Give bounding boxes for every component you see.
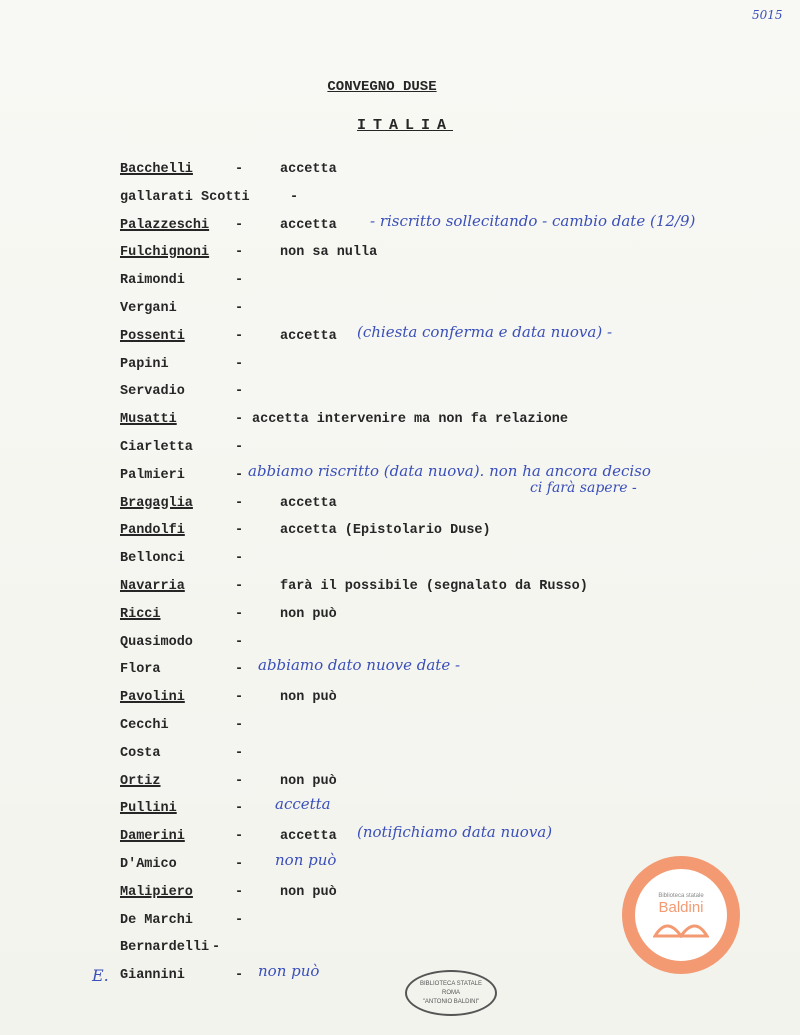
invitee-name: Costa [120,745,161,761]
list-item [120,690,337,710]
stamp-line: ROMA [442,990,460,996]
typed-status: accetta (Epistolario Duse) [280,523,491,539]
stamp-line: BIBLIOTECA STATALE [419,981,483,987]
list-item [120,440,244,460]
library-stamp [405,970,497,1016]
list-item [120,211,696,238]
typed-status: non può [280,884,337,900]
invitee-name: Bacchelli [120,162,193,177]
dash-separator: - [235,384,244,400]
dash-separator: - [235,301,244,316]
typed-status: accetta [280,328,337,344]
list-item [120,884,337,905]
invitee-name: Raimondi [120,273,185,289]
typed-status: accetta [280,829,337,845]
invitee-name: Cecchi [120,718,169,733]
list-item [120,656,461,682]
dash-separator: - [235,467,244,483]
dash-separator: - [235,273,244,289]
list-item [120,795,331,821]
dash-separator: - [290,189,299,205]
invitee-name: Giannini [120,968,185,984]
document-title: CONVEGNO DUSE [327,79,437,95]
corner-handwritten-number: 5015 [752,8,783,22]
invitee-name: Ricci [120,606,161,622]
list-item [120,940,221,960]
dash-separator: - [235,801,244,817]
list-item [120,273,244,293]
library-logo [622,856,740,974]
typed-status: non può [280,773,337,789]
invitee-name: Palmieri [120,467,185,483]
dash-separator: - [235,773,244,789]
logo-small-text: Biblioteca statale [658,892,704,899]
invitee-name: Fulchignoni [120,245,210,261]
dash-separator: - [235,551,244,567]
invitee-name: Bragaglia [120,495,193,511]
dash-separator: - [235,245,244,261]
invitee-name: Bellonci [120,551,185,567]
handwritten-note: non può [275,851,337,869]
typed-status: accetta [280,162,337,177]
dash-separator: - [235,217,244,233]
invitee-name: Ortiz [120,773,161,789]
margin-note: E. [92,966,109,985]
dash-separator: - [235,162,244,177]
typed-status: farà il possibile (segnalato da Russo) [280,579,588,594]
typed-status: accetta [280,217,337,233]
handwritten-note: (chiesta conferma e data nuova) - [357,322,613,341]
dash-separator: - [235,412,244,428]
invitee-name: Flora [120,662,161,678]
dash-separator: - [212,940,221,956]
dash-separator: - [235,912,244,928]
list-item [120,579,588,599]
list-item [120,745,244,766]
invitee-name: Vergani [120,301,177,316]
handwritten-note: abbiamo riscritto (data nuova). non ha ancora deciso [248,461,651,480]
handwritten-note: - riscritto sollecitando - cambio date (12/9) [370,211,696,230]
invitee-name: De Marchi [120,912,193,928]
list-item [120,851,337,877]
dash-separator: - [235,745,244,761]
list-item [120,495,337,516]
list-item [120,551,244,571]
handwritten-note: (notifichiamo data nuova) [357,823,553,842]
list-item [120,322,613,349]
invitee-name: Pavolini [120,690,185,706]
logo-name: Baldini [658,898,704,916]
invitee-name: Ciarletta [120,440,193,455]
invitee-name: Papini [120,356,169,372]
dash-separator: - [235,662,244,678]
dash-separator: - [235,634,244,650]
dash-separator: - [235,328,244,344]
dash-separator: - [235,606,244,622]
dash-separator: - [235,579,244,594]
handwritten-note: abbiamo dato nuove date - [258,656,461,675]
dash-separator: - [235,857,244,872]
invitee-name: Palazzeschi [120,217,210,233]
list-item [120,718,244,738]
invitee-name: Pullini [120,801,177,817]
invitee-name: Bernardelli [120,940,210,956]
list-item [120,356,244,377]
invitee-name: Possenti [120,328,185,344]
list-item [120,523,491,543]
invitee-name: Damerini [120,829,185,845]
list-item [120,773,337,794]
typed-status: non sa nulla [280,245,378,261]
document-subtitle: ITALIA [356,117,453,134]
list-item [120,461,651,496]
list-item [120,962,320,988]
typed-status: accetta intervenire ma non fa relazione [252,412,568,428]
typed-status: non può [280,690,337,706]
dash-separator: - [235,523,244,539]
typed-status: non può [280,606,337,622]
dash-separator: - [235,440,244,455]
stamp-line: "ANTONIO BALDINI" [422,999,480,1005]
dash-separator: - [235,718,244,733]
dash-separator: - [235,356,244,372]
invitee-name: Navarria [120,579,185,594]
list-item [120,384,244,404]
dash-separator: - [235,829,244,845]
list-item [120,634,244,655]
list-item [120,245,378,265]
dash-separator: - [235,968,244,984]
list-item [120,301,244,321]
list-item [120,412,568,432]
invitee-name: Quasimodo [120,634,193,650]
invitee-name: Musatti [120,412,177,428]
list-item [120,606,337,627]
dash-separator: - [235,884,244,900]
invitee-name: Malipiero [120,884,193,900]
list-item [120,823,553,849]
invitee-name: Pandolfi [120,523,185,539]
invitee-name: Servadio [120,384,185,400]
handwritten-note: ci farà sapere - [530,479,637,496]
list-item [120,162,337,182]
invitee-name: D'Amico [120,857,177,872]
dash-separator: - [235,690,244,706]
list-item [120,189,299,210]
typed-status: accetta [280,495,337,511]
dash-separator: - [235,495,244,511]
handwritten-note: accetta [275,795,331,814]
open-book-icon [653,916,709,938]
handwritten-note: non può [258,962,320,981]
invitee-name: gallarati Scotti [120,189,250,205]
list-item [120,912,244,933]
